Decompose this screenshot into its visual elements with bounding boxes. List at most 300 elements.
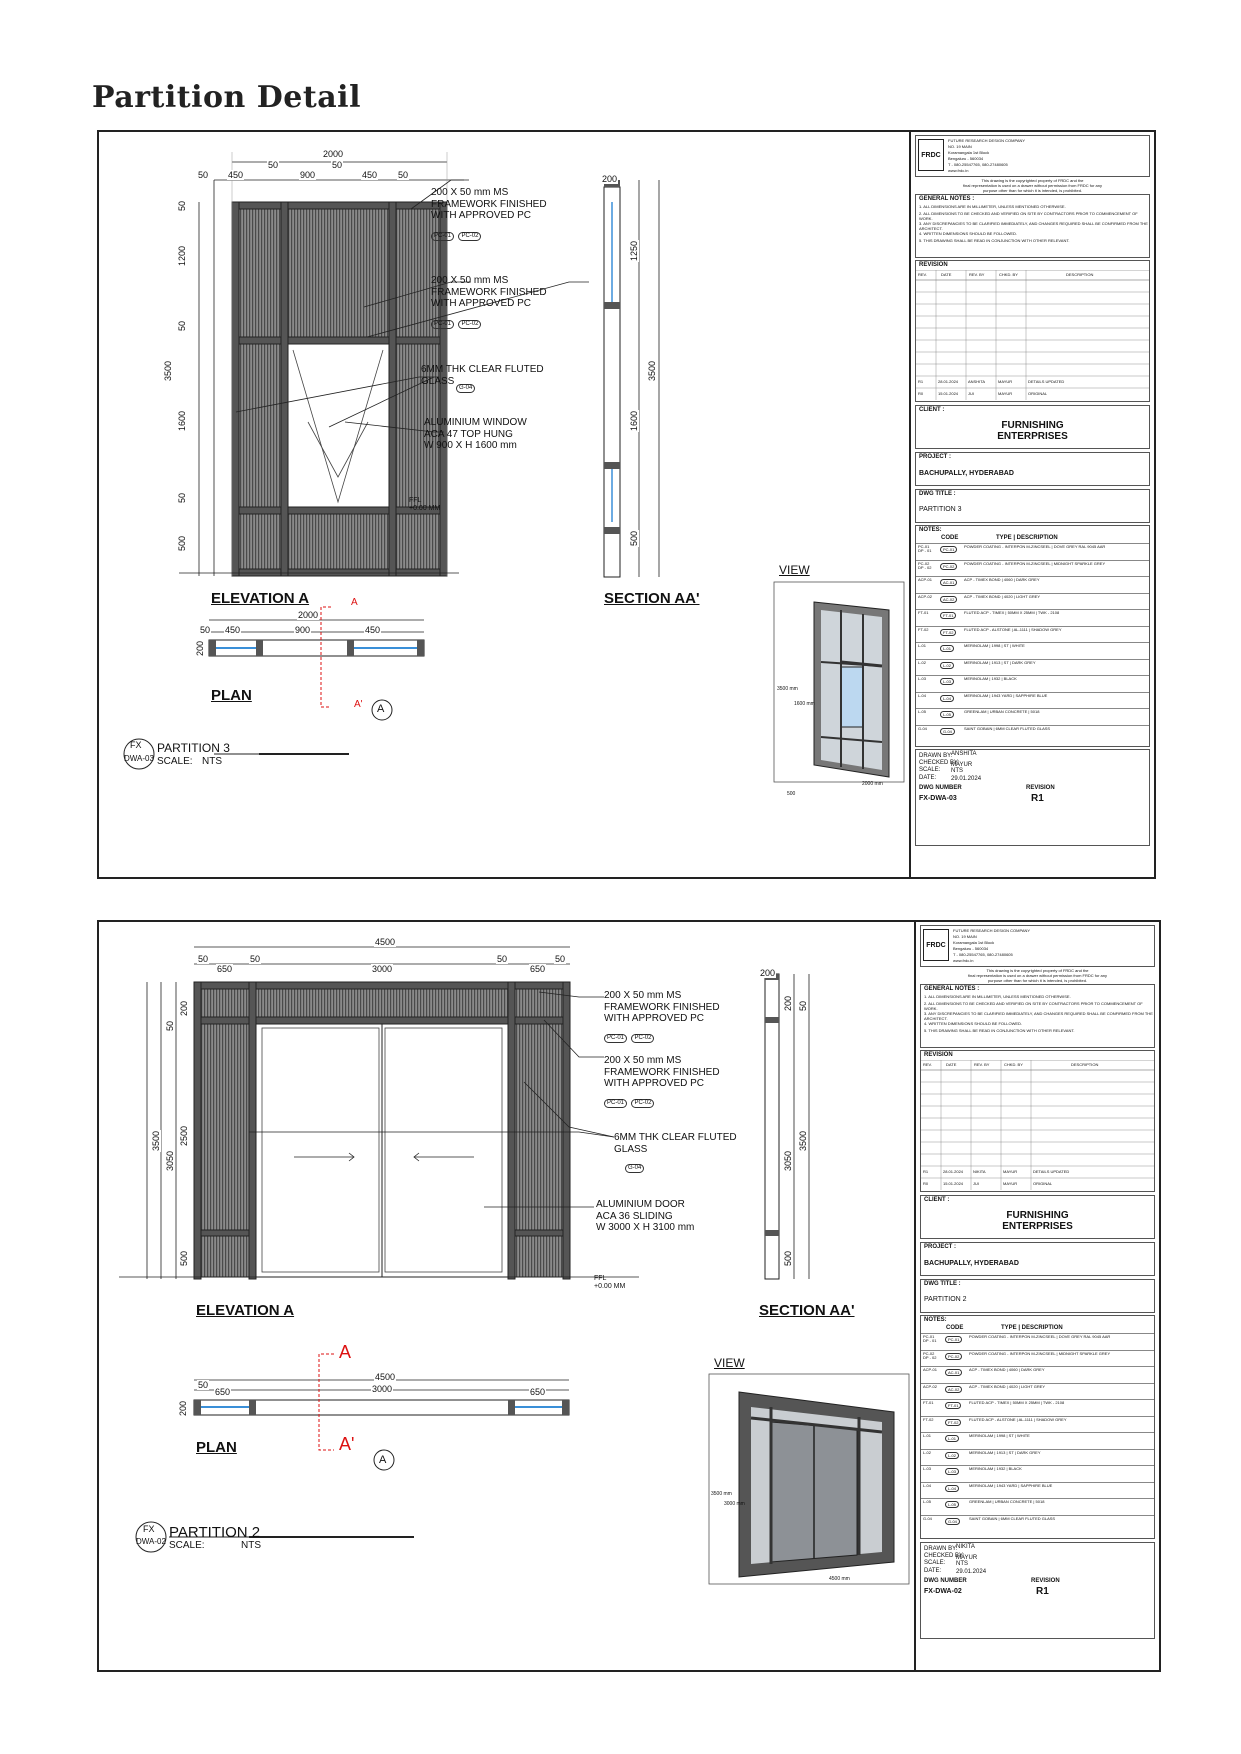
view-dim-h: 3500 mm [711,1491,732,1497]
code-pc-02: PC-02 [458,232,481,241]
notes-header-code: CODE [941,535,959,541]
notes-table [915,525,1150,747]
section-dim-50: 50 [798,1000,808,1011]
drawing-sheet-partition-2 [97,920,1161,1672]
client-name: FURNISHING ENTERPRISES [997,420,1068,442]
rev-header: DESCRIPTION [1066,272,1094,277]
view-dim-h: 3500 mm [777,686,798,692]
dim-3050: 3050 [165,1150,175,1171]
notes-header-desc: TYPE | DESCRIPTION [996,535,1058,541]
code-pc-02: PC-02 [458,320,481,329]
notes-label: NOTES: [924,1317,947,1323]
notes-header-code: CODE [946,1325,964,1331]
notes-row-code: FT-01 [940,612,956,619]
dwg-title-label: DWG TITLE : [924,1281,961,1287]
notes-row-ref: ACP-01 [923,1367,938,1372]
section-aa-title: SECTION AA' [604,590,700,607]
section-ref-a: A [379,1454,387,1466]
section-mark-a: A [339,1342,352,1362]
code-pc-02: PC-02 [631,1034,654,1043]
callout-ms-framework-mid: 200 X 50 mm MS FRAMEWORK FINISHED WITH APPROVED PC [431,275,547,309]
rev-header: CHKD. BY [999,272,1018,277]
callout-aluminium-door: ALUMINIUM DOOR ACA 36 SLIDING W 3000 X H 3100 mm [596,1199,695,1233]
company-line: FUTURE RESEARCH DESIGN COMPANY [953,928,1031,933]
general-note: 3. ANY DISCREPANCIES TO BE CLARIFIED IMMEDIATELY, AND CHANGES REQUIRED SHALL BE CONFIRMED FROM THE ARCHITECT. [919,221,1148,231]
client-name: FURNISHING ENTERPRISES [1002,1210,1073,1232]
elevation-a-title: ELEVATION A [196,1302,295,1319]
notes-row-description: MERINOLAM | 1913 | ST | DARK GREY [964,659,1036,665]
rev-row-date: 15.01.2024 [943,1181,964,1186]
notes-row-description: MERINOLAM | 1932 | BLACK [964,676,1017,681]
revision-table [920,1050,1155,1192]
general-note: 4. WRITTEN DIMENSIONS SHOULD BE FOLLOWED. [919,231,1018,236]
view-dim-door: 3000 mm [724,1501,745,1507]
ffl-level: FFL +0.00 MM [594,1275,626,1291]
dim-1600: 1600 [177,410,187,431]
scale-label: SCALE: [919,767,941,773]
rev-row-chk: MAYUR [1003,1181,1018,1186]
notes-row-ref: L-04 [923,1482,932,1488]
general-note: 2. ALL DIMENSIONS TO BE CHECKED AND VERIFIED ON SITE BY CONTRACTORS PRIOR TO COMMENCEMENT OF WORK. [924,1001,1143,1011]
elevation-a-title: ELEVATION A [211,590,310,607]
company-header [920,925,1155,967]
notes-row-description: SAINT GOBAIN | 6MM CLEAR FLUTED GLASS [969,1515,1056,1521]
project-box [920,1242,1155,1276]
callout-aluminium-window: ALUMINIUM WINDOW ACA 47 TOP HUNG W 900 X H 1600 mm [424,417,527,451]
rev-header: REV. [923,1062,932,1067]
notes-row-code: L-04 [945,1485,959,1492]
notes-row-ref: L-01 [918,643,927,648]
date-label: DATE: [919,775,937,781]
view-dim-window: 1600 mm [794,701,815,707]
tag-dwa: DWA-02 [136,1537,166,1546]
company-line: T - 080-25547765, 080-27480605 [953,952,1013,957]
notes-row-code: G-04 [940,728,955,735]
notes-table [920,1315,1155,1539]
dwg-number-label: DWG NUMBER [919,785,962,791]
revision-table [915,260,1150,402]
notes-row-divider [916,642,1149,643]
section-mark-a-prime: A' [354,699,363,710]
company-line: FUTURE RESEARCH DESIGN COMPANY [948,138,1026,143]
notes-row-code: G-04 [945,1518,960,1525]
general-note: 5. THIS DRAWING SHALL BE READ IN CONJUNCTION WITH OTHER RELEVANT. [919,238,1070,243]
notes-row-code: PC-02 [945,1353,962,1360]
plan-dim-900: 900 [295,625,311,635]
view-3d-partition-2 [709,1374,909,1584]
dwg-number-label: DWG NUMBER [924,1578,967,1584]
dim-1200: 1200 [177,245,187,266]
revision-title: REVISION [919,262,948,268]
scale-label: SCALE: [169,1540,205,1551]
dim-50: 50 [198,954,209,964]
drawn-by: NIKITA [956,1544,975,1550]
dim-2500: 2500 [179,1125,189,1146]
dim-50: 50 [165,1020,175,1031]
checked-label: CHECKED BY: [919,760,960,766]
notes-row-description: POWDER COATING - INTERPON M-ZINCSEEL | MIDNIGHT SPARKLE GREY [964,560,1106,566]
callout-codes [604,1026,654,1044]
general-notes-title: GENERAL NOTES : [919,196,975,202]
notes-row-code: PC-01 [945,1336,962,1343]
general-note: 2. ALL DIMENSIONS TO BE CHECKED AND VERIFIED ON SITE BY CONTRACTORS PRIOR TO COMMENCEMENT OF WORK. [919,211,1138,221]
rev-header: DATE [946,1062,957,1067]
notes-row-description: POWDER COATING - INTERPON M-ZINCSEEL | DOVE GREY RAL 9045 AAR [969,1334,1111,1339]
rev-header: DESCRIPTION [1071,1062,1099,1067]
page-title: Partition Detail [92,80,361,115]
signature-box [915,749,1150,846]
callout-ms-framework-mid: 200 X 50 mm MS FRAMEWORK FINISHED WITH APPROVED PC [604,1055,720,1089]
project-box [915,452,1150,486]
dwg-title: PARTITION 2 [924,1296,967,1303]
notes-row-divider [921,1465,1154,1466]
notes-row-code: FT-02 [945,1419,961,1426]
callout-codes [625,1156,644,1174]
view-dim-base: 500 [787,791,796,797]
dim-total-width: 4500 [375,937,396,947]
notes-row-ref: PC-01 DP - 01 [918,544,932,554]
general-note: 4. WRITTEN DIMENSIONS SHOULD BE FOLLOWED. [924,1021,1023,1026]
notes-row-description: SAINT GOBAIN | 6MM CLEAR FLUTED GLASS [964,725,1051,731]
rev-row-by: JUI [968,391,974,396]
notes-row-description: MERINOLAM | 1998 | ST | WHITE [969,1433,1030,1438]
elevation-a-drawing [119,947,639,1279]
dwg-number: FX-DWA-02 [924,1588,962,1595]
notes-row-code: L-02 [940,662,954,669]
general-notes [915,194,1150,258]
notes-row-description: MERINOLAM | 1943 YARD | SAPPHIRE BLUE [969,1482,1053,1488]
callout-ms-framework-top: 200 X 50 mm MS FRAMEWORK FINISHED WITH APPROVED PC [431,187,547,221]
section-dim-1600: 1600 [629,410,639,431]
callout-codes [431,224,481,242]
notes-row-ref: L-03 [918,676,927,681]
notes-row-description: FLUTED ACP - TIMEX | 50MM X 25MM | TWK - 2108 [964,610,1060,615]
code-pc-02: PC-02 [631,1099,654,1108]
notes-row-ref: L-01 [923,1433,932,1438]
notes-row-ref: G-04 [918,725,927,731]
drawn-label: DRAWN BY: [919,753,953,759]
view-dim-w: 4500 mm [829,1576,850,1582]
notes-row-ref: L-04 [918,692,927,698]
dwg-title-box [920,1279,1155,1313]
dim-50: 50 [555,954,566,964]
dim-3000: 3000 [372,964,393,974]
callout-codes [456,376,475,394]
rev-row-by: JUI [973,1181,979,1186]
company-line: Bengaluru - 560034 [953,946,989,951]
section-dim-500: 500 [783,1250,793,1266]
notes-row-code: FT-02 [940,629,956,636]
revision-label: REVISION [1031,1578,1060,1584]
company-line: www.frdc.in [948,168,969,173]
code-pc-01: PC-01 [431,232,454,241]
drawn-label: DRAWN BY: [924,1546,958,1552]
plan-dim-650: 650 [530,1387,546,1397]
section-dim-200: 200 [783,995,793,1011]
revision-value: R1 [1036,1586,1049,1597]
section-dim-500: 500 [629,530,639,546]
notes-row-code: PC-01 [940,546,957,553]
rev-row-desc: DETAILS UPDATED [1028,379,1065,384]
notes-row-description: MERINOLAM | 1998 | ST | WHITE [964,643,1025,648]
copyright-note: This drawing is the copyrighted property of FRDC and the final representation is used on a drawer without permission from FRDC for any purpose other than for which it is intended, is prohibited. [968,968,1107,983]
scale-label: SCALE: [924,1560,946,1566]
copyright-note: This drawing is the copyrighted property of FRDC and the final representation is used on a drawer without permission from FRDC for any purpose other than for which it is intended, is prohibited. [963,178,1102,193]
general-notes-title: GENERAL NOTES : [924,986,980,992]
rev-row-chk: MAYUR [998,379,1013,384]
company-line: www.frdc.in [953,958,974,963]
rev-row-rev: R1 [923,1169,929,1174]
section-dim-1250: 1250 [629,240,639,261]
view-dim-w: 2000 mm [862,781,883,787]
ffl-level: FFL +0.00 MM [409,497,441,513]
notes-row-description: POWDER COATING - INTERPON M-ZINCSEEL | DOVE GREY RAL 9045 AAR [964,544,1106,549]
notes-row-code: AC-01 [945,1369,962,1376]
notes-row-ref: L-05 [918,709,927,714]
view-3d-partition-3 [774,582,904,782]
dim-50: 50 [332,160,343,170]
notes-row-code: PC-02 [940,563,957,570]
rev-header: CHKD. BY [1004,1062,1023,1067]
notes-row-description: ACP - TIMEX BOND | 4060 | DARK GREY [969,1367,1045,1372]
notes-row-description: ACP - TIMEX BOND | 4060 | DARK GREY [964,577,1040,582]
revision-title: REVISION [924,1052,953,1058]
notes-row-code: AC-01 [940,579,957,586]
company-line: Koramangala 1st Block [948,150,990,155]
notes-row-ref: L-03 [923,1466,932,1471]
dim-650: 650 [530,964,546,974]
notes-header-desc: TYPE | DESCRIPTION [1001,1325,1063,1331]
notes-row-description: ACP - TIMEX BOND | 4020 | LIGHT GREY [969,1383,1046,1389]
dim-50: 50 [177,320,187,331]
notes-label: NOTES: [919,527,942,533]
tag-fx: FX [130,740,142,750]
scale-value: NTS [956,1561,968,1567]
notes-row-code: L-01 [945,1435,959,1442]
notes-row-description: FLUTED ACP - TIMEX | 50MM X 25MM | TWK - 2108 [969,1400,1065,1405]
notes-row-description: GREENLAM | URBAN CONCRETE | 5018 [964,709,1040,714]
plan-dim-total: 4500 [375,1372,396,1382]
notes-row-ref: L-05 [923,1499,932,1504]
notes-row-divider [916,675,1149,676]
client-box [915,405,1150,449]
company-line: Bengaluru - 560034 [948,156,984,161]
notes-row-description: MERINOLAM | 1932 | BLACK [969,1466,1022,1471]
notes-row-ref: FT-01 [923,1400,934,1405]
dim-50: 50 [398,170,409,180]
notes-row-code: AC-02 [945,1386,962,1393]
plan-dim-3000: 3000 [372,1384,393,1394]
callout-ms-framework-top: 200 X 50 mm MS FRAMEWORK FINISHED WITH APPROVED PC [604,990,720,1024]
title-block [914,922,1159,1670]
project-name: BACHUPALLY, HYDERABAD [919,470,1014,477]
plan-dim-50: 50 [200,625,211,635]
notes-row-ref: FT-01 [918,610,929,615]
callout-codes [431,312,481,330]
dim-total-width: 2000 [323,149,344,159]
partition-title: PARTITION 2 [169,1524,261,1541]
signature-box [920,1542,1155,1639]
company-line: T - 080-25547765, 080-27480605 [948,162,1008,167]
section-dim-3050: 3050 [783,1150,793,1171]
callout-fluted-glass: 6MM THK CLEAR FLUTED GLASS [421,364,544,387]
rev-row-desc: ORIGINAL [1033,1181,1053,1186]
plan-dim-450: 450 [225,625,241,635]
scale-value: NTS [202,756,222,767]
frdc-logo: FRDC [923,929,949,961]
client-label: CLIENT : [924,1197,950,1203]
dim-50: 50 [497,954,508,964]
dwg-number: FX-DWA-03 [919,795,957,802]
checked-by: MAYUR [956,1555,978,1561]
dwg-title-box [915,489,1150,523]
rev-row-chk: MAYUR [998,391,1013,396]
dwg-title: PARTITION 3 [919,506,962,513]
company-line: Koramangala 1st Block [953,940,995,945]
dim-650: 650 [217,964,233,974]
section-dim-200: 200 [602,174,618,184]
rev-row-by: ANSHITA [968,379,986,384]
scale-value: NTS [951,768,963,774]
dim-50: 50 [250,954,261,964]
notes-row-ref: PC-02 DP - 02 [923,1350,937,1360]
partition-title: PARTITION 3 [157,741,230,755]
notes-row-code: L-04 [940,695,954,702]
code-pc-01: PC-01 [431,320,454,329]
plan-dim-total: 2000 [298,610,319,620]
notes-row-code: L-05 [940,711,954,718]
title-block [909,132,1154,877]
scale-value: NTS [241,1540,261,1551]
plan-title: PLAN [211,687,252,704]
plan-dim-200: 200 [195,640,205,656]
notes-row-description: GREENLAM | URBAN CONCRETE | 5018 [969,1499,1045,1504]
dim-450: 450 [228,170,244,180]
rev-row-rev: R0 [918,391,924,396]
callout-fluted-glass: 6MM THK CLEAR FLUTED GLASS [614,1132,737,1155]
code-g-04: G-04 [456,384,475,393]
section-dim-3500: 3500 [798,1130,808,1151]
date-value: 29.01.2024 [956,1569,987,1575]
dim-50: 50 [198,170,209,180]
rev-header: REV. [918,272,927,277]
notes-row-code: L-03 [945,1468,959,1475]
dim-50: 50 [177,200,187,211]
notes-row-code: FT-01 [945,1402,961,1409]
dim-900: 900 [300,170,316,180]
code-pc-01: PC-01 [604,1034,627,1043]
date-value: 29.01.2024 [951,776,982,782]
company-line: NO. 19 MAIN [953,934,977,939]
company-line: NO. 19 MAIN [948,144,972,149]
section-ref-a: A [377,703,385,715]
view-title: VIEW [779,563,810,577]
rev-header: DATE [941,272,952,277]
view-title: VIEW [714,1356,745,1370]
notes-row-code: AC-02 [940,596,957,603]
notes-row-code: L-03 [940,678,954,685]
notes-row-ref: ACP-02 [918,593,933,599]
notes-row-code: L-02 [945,1452,959,1459]
notes-row-ref: PC-02 DP - 02 [918,560,932,570]
rev-row-rev: R1 [918,379,924,384]
plan-dim-50: 50 [198,1380,209,1390]
notes-row-description: MERINOLAM | 1913 | ST | DARK GREY [969,1449,1041,1455]
rev-row-chk: MAYUR [1003,1169,1018,1174]
notes-row-ref: PC-01 DP - 01 [923,1334,937,1344]
dwg-title-label: DWG TITLE : [919,491,956,497]
general-note: 3. ANY DISCREPANCIES TO BE CLARIFIED IMMEDIATELY, AND CHANGES REQUIRED SHALL BE CONFIRMED FROM THE ARCHITECT. [924,1011,1153,1021]
notes-row-code: L-05 [945,1501,959,1508]
plan-dim-450: 450 [365,625,381,635]
notes-row-divider [921,1432,1154,1433]
rev-row-by: NIKITA [973,1169,986,1174]
rev-row-date: 28.01.2024 [943,1169,964,1174]
plan-title: PLAN [196,1439,237,1456]
dim-200: 200 [179,1000,189,1016]
section-dim-200: 200 [760,968,776,978]
date-label: DATE: [924,1568,942,1574]
project-name: BACHUPALLY, HYDERABAD [924,1260,1019,1267]
rev-row-desc: ORIGINAL [1028,391,1048,396]
notes-row-ref: FT-02 [923,1416,934,1422]
section-mark-a: A [351,597,358,608]
notes-row-description: MERINOLAM | 1943 YARD | SAPPHIRE BLUE [964,692,1048,698]
callout-codes [604,1091,654,1109]
checked-label: CHECKED BY: [924,1553,965,1559]
section-mark-a-prime: A' [339,1434,355,1454]
code-pc-01: PC-01 [604,1099,627,1108]
scale-label: SCALE: [157,756,193,767]
company-header [915,135,1150,177]
project-label: PROJECT : [924,1244,957,1250]
tag-fx: FX [143,1524,155,1534]
general-notes [920,984,1155,1048]
general-note: 5. THIS DRAWING SHALL BE READ IN CONJUNCTION WITH OTHER RELEVANT. [924,1028,1075,1033]
plan-dim-200: 200 [178,1400,188,1416]
dim-500: 500 [179,1250,189,1266]
notes-row-ref: G-04 [923,1515,932,1521]
client-label: CLIENT : [919,407,945,413]
revision-label: REVISION [1026,785,1055,791]
section-aa-drawing [765,974,809,1279]
notes-row-ref: ACP-01 [918,577,933,582]
notes-row-description: POWDER COATING - INTERPON M-ZINCSEEL | MIDNIGHT SPARKLE GREY [969,1350,1111,1356]
code-g-04: G-04 [625,1164,644,1173]
rev-header: REV. BY [969,272,985,277]
tag-dwa: DWA-03 [124,754,154,763]
drawn-by: ANSHITA [951,751,977,757]
section-aa-title: SECTION AA' [759,1302,855,1319]
rev-row-date: 15.01.2024 [938,391,959,396]
rev-row-rev: R0 [923,1181,929,1186]
notes-row-ref: FT-02 [918,626,929,632]
notes-row-description: FLUTED ACP - ALSTONE | AL-1111 | SHADOW GREY [964,626,1062,632]
dim-3500: 3500 [151,1130,161,1151]
dim-450: 450 [362,170,378,180]
notes-row-description: FLUTED ACP - ALSTONE | AL-1111 | SHADOW GREY [969,1416,1067,1422]
notes-row-ref: L-02 [918,659,927,665]
project-label: PROJECT : [919,454,952,460]
rev-row-desc: DETAILS UPDATED [1033,1169,1070,1174]
dim-50: 50 [268,160,279,170]
general-note: 1. ALL DIMENSIONS ARE IN MILLIMETER, UNLESS MENTIONED OTHERWISE. [924,994,1071,999]
client-box [920,1195,1155,1239]
section-dim-3500: 3500 [647,360,657,381]
notes-row-code: L-01 [940,645,954,652]
dim-500: 500 [177,535,187,551]
checked-by: MAYUR [951,762,973,768]
